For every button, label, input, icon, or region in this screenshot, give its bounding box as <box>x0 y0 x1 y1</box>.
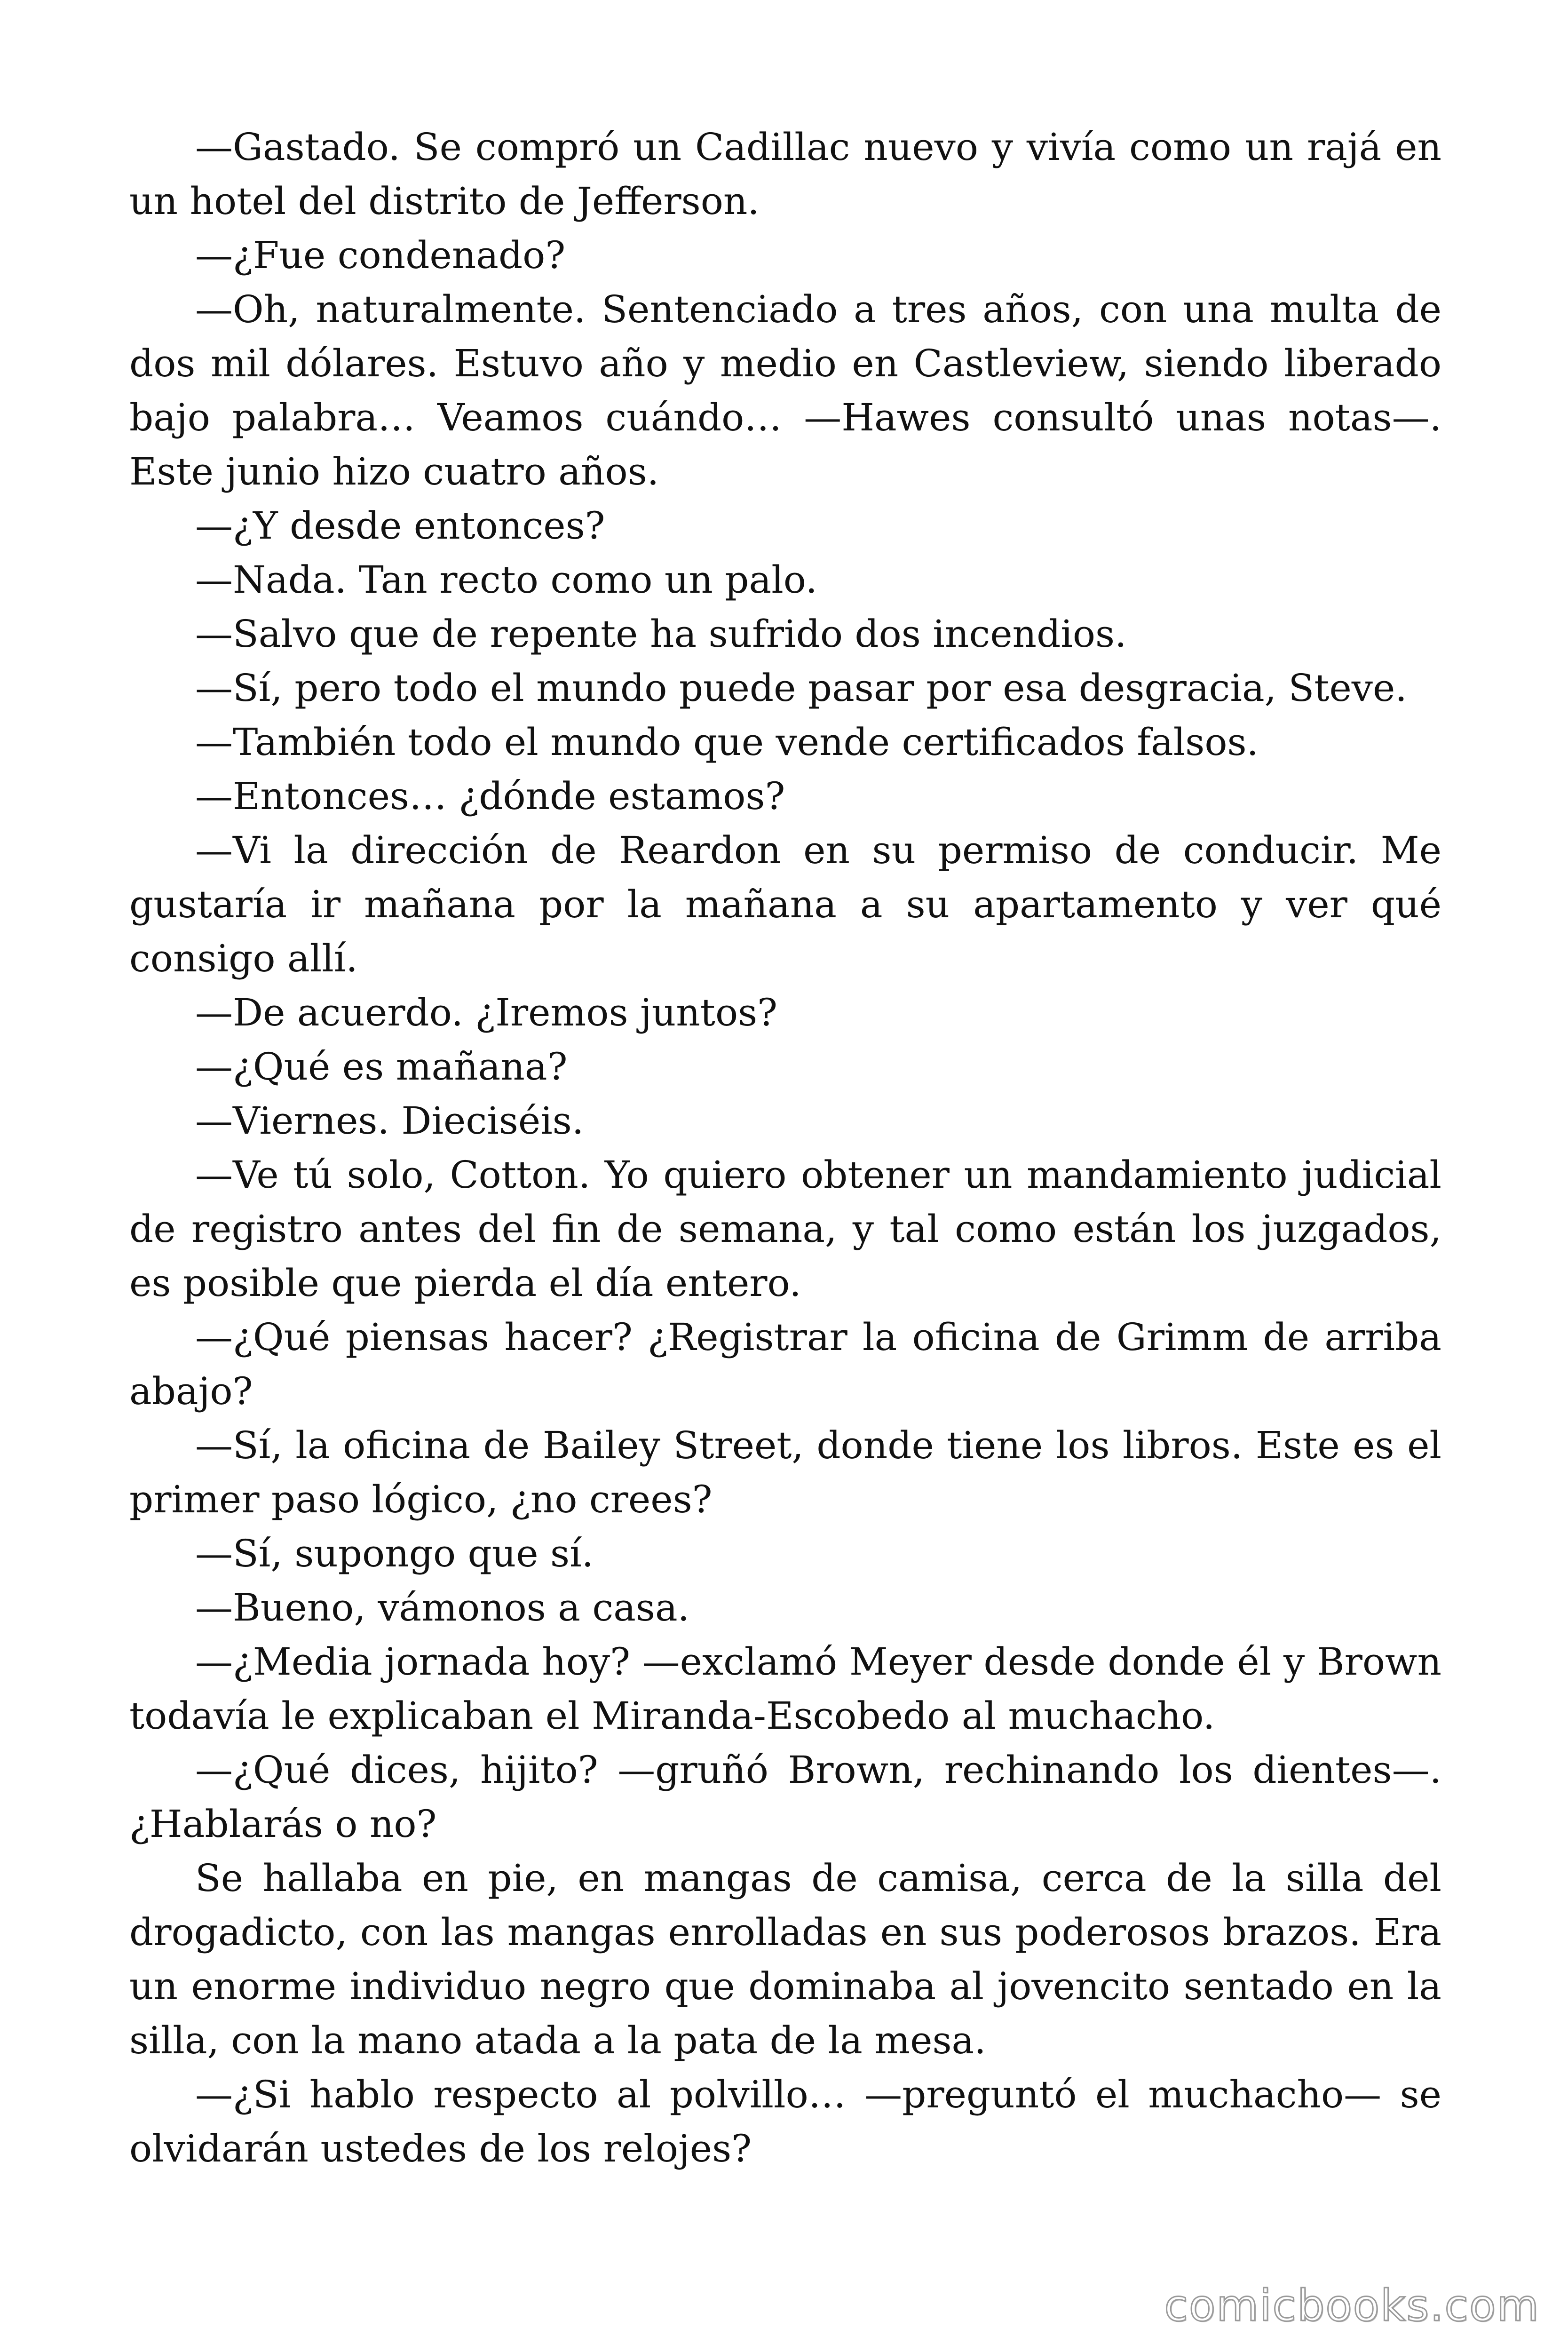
paragraph: —¿Qué piensas hacer? ¿Registrar la oficina de Grimm de arriba abajo? <box>129 1315 1441 1413</box>
page-body-text <box>129 120 1441 2176</box>
paragraph: —Sí, supongo que sí. <box>195 1532 594 1575</box>
paragraph: —De acuerdo. ¿Iremos juntos? <box>195 991 778 1034</box>
paragraph: —¿Media jornada hoy? —exclamó Meyer desde donde él y Brown todavía le explicaban el Miranda-Escobedo al muchacho. <box>129 1640 1441 1738</box>
paragraph: —Ve tú solo, Cotton. Yo quiero obtener un mandamiento judicial de registro antes del fin de semana, y tal como están los juzgados, es posible que pierda el día entero. <box>129 1153 1441 1305</box>
paragraph: —También todo el mundo que vende certificados falsos. <box>195 720 1259 764</box>
paragraph: —¿Y desde entonces? <box>195 504 605 548</box>
paragraph: —Nada. Tan recto como un palo. <box>195 558 817 602</box>
paragraph: —Gastado. Se compró un Cadillac nuevo y vivía como un rajá en un hotel del distrito de Jefferson. <box>129 125 1441 223</box>
paragraph: —¿Si hablo respecto al polvillo… —preguntó el muchacho— se olvidarán ustedes de los relojes? <box>129 2073 1441 2170</box>
paragraph: —Oh, naturalmente. Sentenciado a tres años, con una multa de dos mil dólares. Estuvo año y medio en Castleview, siendo liberado bajo palabra… Veamos cuándo… —Hawes consultó unas notas—. Este junio hizo cuatro años. <box>129 287 1441 493</box>
paragraph: —Salvo que de repente ha sufrido dos incendios. <box>195 612 1127 656</box>
paragraph: —¿Qué es mañana? <box>195 1045 568 1089</box>
paragraph: —Entonces… ¿dónde estamos? <box>195 774 785 818</box>
paragraph: —Vi la dirección de Reardon en su permiso de conducir. Me gustaría ir mañana por la mañana a su apartamento y ver qué consigo allí. <box>129 828 1441 980</box>
paragraph: —Sí, pero todo el mundo puede pasar por esa desgracia, Steve. <box>195 666 1407 710</box>
watermark: comicbooks.com <box>1164 2280 1540 2331</box>
paragraph: Se hallaba en pie, en mangas de camisa, cerca de la silla del drogadicto, con las mangas enrolladas en sus poderosos brazos. Era un enorme individuo negro que dominaba al jovencito sentado en la silla, con la mano atada a la pata de la mesa. <box>129 1856 1441 2062</box>
paragraph: —Viernes. Dieciséis. <box>195 1099 584 1143</box>
paragraph: —Bueno, vámonos a casa. <box>195 1586 690 1629</box>
paragraph: —Sí, la oficina de Bailey Street, donde tiene los libros. Este es el primer paso lógico, ¿no crees? <box>129 1423 1441 1521</box>
paragraph: —¿Fue condenado? <box>195 233 566 277</box>
paragraph: —¿Qué dices, hijito? —gruñó Brown, rechinando los dientes—. ¿Hablarás o no? <box>129 1748 1441 1846</box>
